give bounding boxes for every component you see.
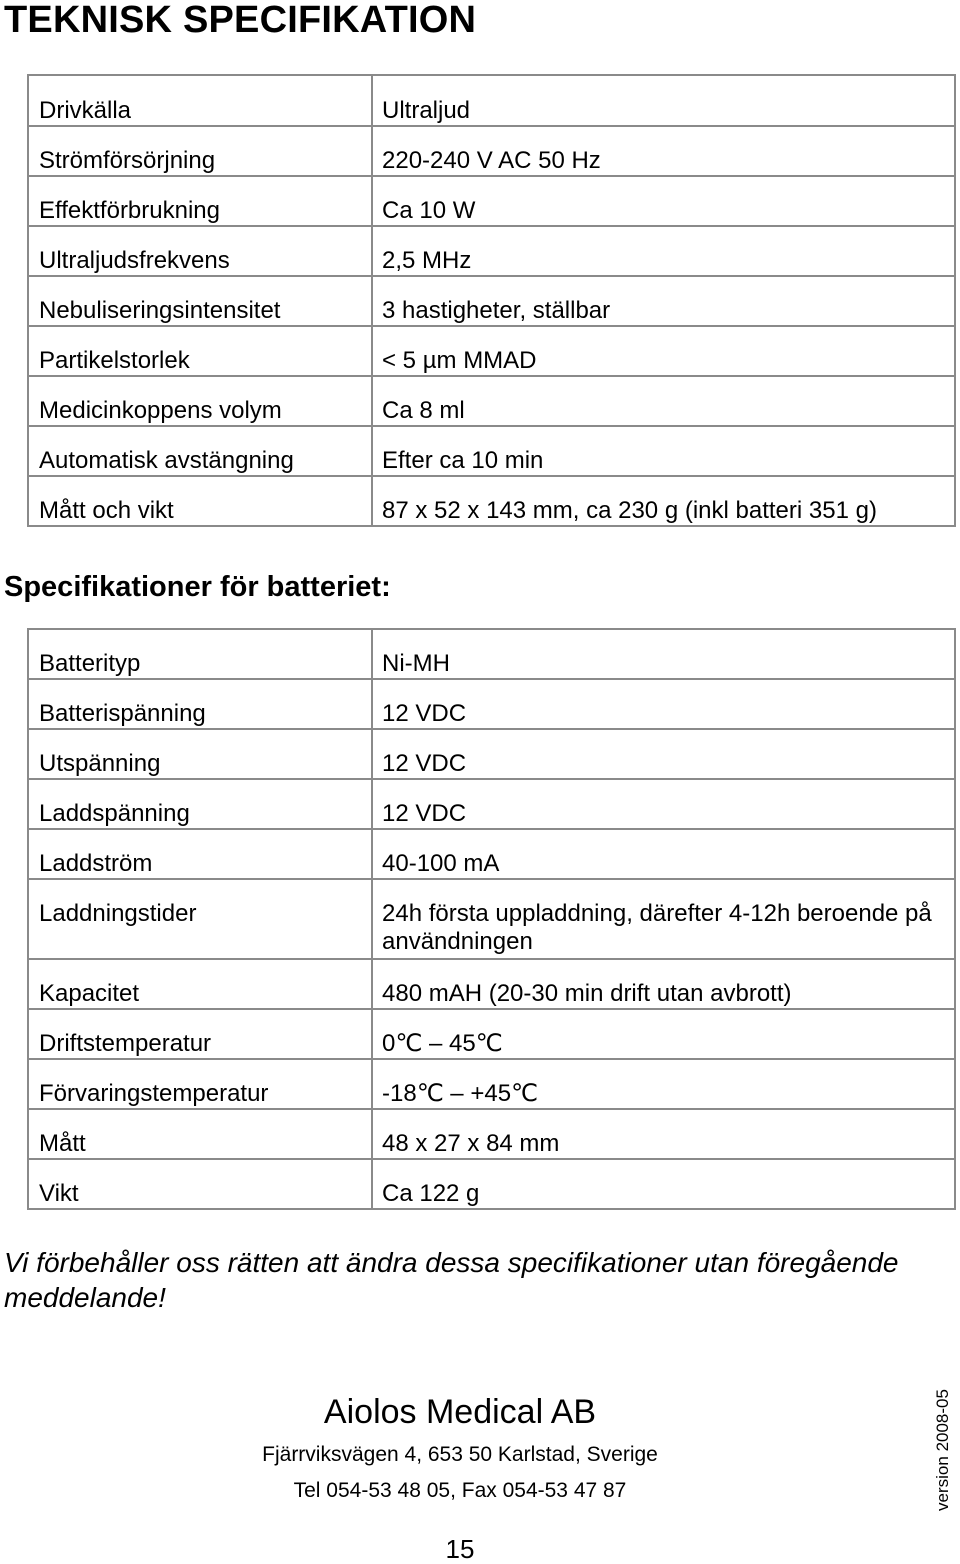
spec-value: Ultraljud — [372, 75, 955, 126]
spec-value: 3 hastigheter, ställbar — [372, 276, 955, 326]
table-row — [28, 1059, 955, 1109]
spec-value: < 5 µm MMAD — [372, 326, 955, 376]
spec-label: Drivkälla — [28, 75, 372, 126]
spec-label: Mått — [28, 1109, 372, 1159]
spec-label: Effektförbrukning — [28, 176, 372, 226]
spec-label: Laddningstider — [28, 879, 372, 959]
spec-value: Ni-MH — [372, 629, 955, 679]
table-row — [28, 426, 955, 476]
spec-label: Laddström — [28, 829, 372, 879]
table-row — [28, 959, 955, 1009]
spec-label: Kapacitet — [28, 959, 372, 1009]
spec-value: 2,5 MHz — [372, 226, 955, 276]
table-row — [28, 729, 955, 779]
spec-label: Partikelstorlek — [28, 326, 372, 376]
spec-label: Automatisk avstängning — [28, 426, 372, 476]
table-row — [28, 476, 955, 526]
spec-value: 12 VDC — [372, 729, 955, 779]
spec-label: Mått och vikt — [28, 476, 372, 526]
spec-value: 40-100 mA — [372, 829, 955, 879]
battery-spec-table-body — [28, 629, 955, 1209]
table-row — [28, 126, 955, 176]
spec-value: 220-240 V AC 50 Hz — [372, 126, 955, 176]
spec-value: 480 mAH (20-30 min drift utan avbrott) — [372, 959, 955, 1009]
spec-label: Vikt — [28, 1159, 372, 1209]
table-row — [28, 276, 955, 326]
table-row — [28, 779, 955, 829]
table-row — [28, 376, 955, 426]
spec-value: 12 VDC — [372, 779, 955, 829]
spec-value: 87 x 52 x 143 mm, ca 230 g (inkl batteri 351 g) — [372, 476, 955, 526]
table-row — [28, 1159, 955, 1209]
spec-value: Ca 122 g — [372, 1159, 955, 1209]
page-title: TEKNISK SPECIFIKATION — [4, 0, 477, 41]
table-row — [28, 226, 955, 276]
spec-value: Ca 10 W — [372, 176, 955, 226]
table-row — [28, 326, 955, 376]
spec-label: Batterispänning — [28, 679, 372, 729]
company-address: Fjärrviksvägen 4, 653 50 Karlstad, Sverige — [262, 1443, 658, 1466]
battery-section-heading: Specifikationer för batteriet: — [4, 571, 391, 603]
table-row — [28, 679, 955, 729]
table-row — [28, 1109, 955, 1159]
table-row — [28, 176, 955, 226]
page-number: 15 — [445, 1534, 475, 1564]
spec-value: 0℃ – 45℃ — [372, 1009, 955, 1059]
spec-value: 24h första uppladdning, därefter 4-12h beroende på användningen — [372, 879, 955, 959]
spec-value: -18℃ – +45℃ — [372, 1059, 955, 1109]
spec-label: Medicinkoppens volym — [28, 376, 372, 426]
main-spec-table — [27, 74, 956, 527]
spec-value: Efter ca 10 min — [372, 426, 955, 476]
table-row — [28, 629, 955, 679]
spec-label: Driftstemperatur — [28, 1009, 372, 1059]
spec-label: Ultraljudsfrekvens — [28, 226, 372, 276]
company-phone-fax: Tel 054-53 48 05, Fax 054-53 47 87 — [293, 1479, 627, 1502]
spec-label: Strömförsörjning — [28, 126, 372, 176]
disclaimer-text: Vi förbehåller oss rätten att ändra dessa specifikationer utan föregående meddelande! — [4, 1247, 899, 1313]
spec-label: Laddspänning — [28, 779, 372, 829]
table-row — [28, 879, 955, 959]
battery-spec-table — [27, 628, 956, 1210]
spec-label: Nebuliseringsintensitet — [28, 276, 372, 326]
spec-value: Ca 8 ml — [372, 376, 955, 426]
table-row — [28, 1009, 955, 1059]
spec-value: 48 x 27 x 84 mm — [372, 1109, 955, 1159]
spec-label: Förvaringstemperatur — [28, 1059, 372, 1109]
table-row — [28, 829, 955, 879]
spec-value: 12 VDC — [372, 679, 955, 729]
version-label: version 2008-05 — [933, 1389, 952, 1511]
table-row — [28, 75, 955, 126]
spec-label: Batterityp — [28, 629, 372, 679]
company-name: Aiolos Medical AB — [323, 1393, 597, 1431]
spec-label: Utspänning — [28, 729, 372, 779]
main-spec-table-body — [28, 75, 955, 526]
